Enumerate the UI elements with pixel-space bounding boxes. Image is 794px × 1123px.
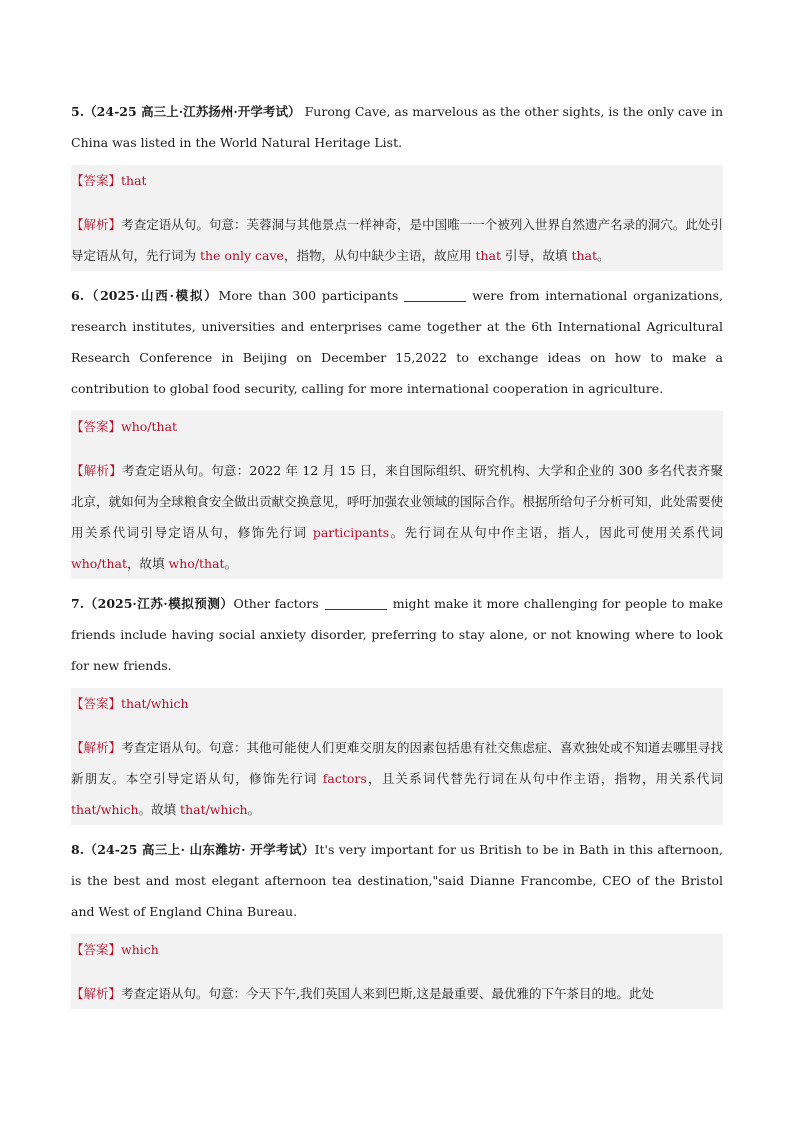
- answer-value: that/which: [121, 696, 189, 711]
- question-text: were from international organizations, research institutes, universities and enterprises came together at the 6th International Agricultural Research Conference in Beijing on December 15,2022 to exchange ideas on how to make a contribution to global food security, calling for more international cooperation in agriculture.: [71, 288, 723, 396]
- analysis-highlight: factors: [322, 771, 367, 786]
- analysis-highlight: that/which: [180, 802, 248, 817]
- question-source: （2025·山西·模拟）: [84, 288, 219, 303]
- answer-tag: 【答案】: [71, 696, 122, 711]
- answer-value: which: [121, 942, 159, 957]
- analysis-text: 。先行词在从句中作主语，指人，因此可使用关系代词: [389, 525, 723, 540]
- analysis-tag: 【解析】: [71, 463, 122, 478]
- question-source: （24-25 高三上· 山东潍坊· 开学考试）: [84, 842, 315, 857]
- analysis-tag: 【解析】: [71, 986, 122, 1001]
- question-8: [71, 834, 723, 927]
- question-source: （2025·江苏·模拟预测）: [84, 596, 234, 611]
- answer-7: [71, 688, 723, 719]
- analysis-highlight: who/that: [168, 556, 225, 571]
- question-number: 5.: [71, 104, 85, 119]
- question-7: [71, 588, 723, 681]
- analysis-text: 考查定语从句。句意：今天下午,我们英国人来到巴斯,这是最重要、最优雅的下午茶目的地。此处: [121, 986, 654, 1001]
- analysis-text: 。: [224, 556, 238, 571]
- analysis-text: 考查定语从句。句意：其他可能使人们更难交朋友的因素包括患有社交焦虑症、喜欢独处或不知道去哪里寻找新朋友。本空引导定语从句，修饰先行词: [71, 740, 723, 786]
- analysis-highlight: that/which: [71, 802, 139, 817]
- analysis-text: 。: [597, 248, 610, 263]
- analysis-7: [71, 732, 723, 825]
- question-5: [71, 96, 723, 158]
- question-6: [71, 280, 723, 404]
- analysis-text: 考查定语从句。句意：2022 年 12 月 15 日，来自国际组织、研究机构、大学和企业的 300 多名代表齐聚北京，就如何为全球粮食安全做出贡献交换意见，呼吁加强农业领域的国际合作。根据所给句子分析可知，此处需要使用关系代词引导定语从句，修饰先行词: [71, 463, 723, 540]
- answer-value: who/that: [121, 419, 178, 434]
- answer-5: [71, 165, 723, 196]
- analysis-text: ，指物，从句中缺少主语，故应用: [283, 248, 476, 263]
- fill-blank: [404, 287, 466, 302]
- analysis-highlight: participants: [312, 525, 390, 540]
- analysis-highlight: who/that: [71, 556, 128, 571]
- analysis-highlight: the only cave: [199, 248, 284, 263]
- analysis-6: [71, 455, 723, 579]
- question-text: It's very important for us British to be in Bath in this afternoon, is the best and most elegant afternoon tea destination,"said Dianne Francombe, CEO of the Bristol and West of England China Bureau.: [71, 842, 723, 919]
- answer-tag: 【答案】: [71, 419, 122, 434]
- analysis-text: 引导，故填: [501, 248, 572, 263]
- analysis-text: 考查定语从句。句意：芙蓉洞与其他景点一样神奇，是中国唯一一个被列入世界自然遗产名录的洞穴。此处引导定语从句，先行词为: [71, 217, 723, 263]
- answer-6: [71, 411, 723, 442]
- answer-tag: 【答案】: [71, 173, 122, 188]
- question-number: 7.: [71, 596, 85, 611]
- question-number: 8.: [71, 842, 85, 857]
- answer-value: that: [121, 173, 147, 188]
- analysis-tag: 【解析】: [71, 740, 122, 755]
- analysis-text: 。: [247, 802, 261, 817]
- question-text: Furong Cave, as marvelous as the other sights, is the only cave in China was listed in the World Natural Heritage List.: [71, 104, 723, 150]
- question-text: might make it more challenging for people to make friends include having social anxiety disorder, preferring to stay alone, or not knowing where to look for new friends.: [71, 596, 724, 673]
- analysis-highlight: that: [475, 248, 501, 263]
- analysis-text: ，故填: [127, 556, 169, 571]
- answer-tag: 【答案】: [71, 942, 122, 957]
- analysis-tag: 【解析】: [71, 217, 122, 232]
- analysis-highlight: that: [571, 248, 598, 263]
- analysis-text: ，且关系词代替先行词在从句中作主语，指物，用关系代词: [366, 771, 723, 786]
- analysis-8: [71, 978, 723, 1009]
- question-number: 6.: [71, 288, 85, 303]
- document-page: [71, 96, 723, 1009]
- fill-blank: [325, 595, 387, 610]
- analysis-5: [71, 209, 723, 271]
- answer-8: [71, 934, 723, 965]
- question-text: More than 300 participants: [218, 288, 399, 303]
- question-text: Other factors: [233, 596, 319, 611]
- analysis-text: 。故填: [138, 802, 181, 817]
- question-source: （24-25 高三上·江苏扬州·开学考试）: [84, 104, 301, 119]
